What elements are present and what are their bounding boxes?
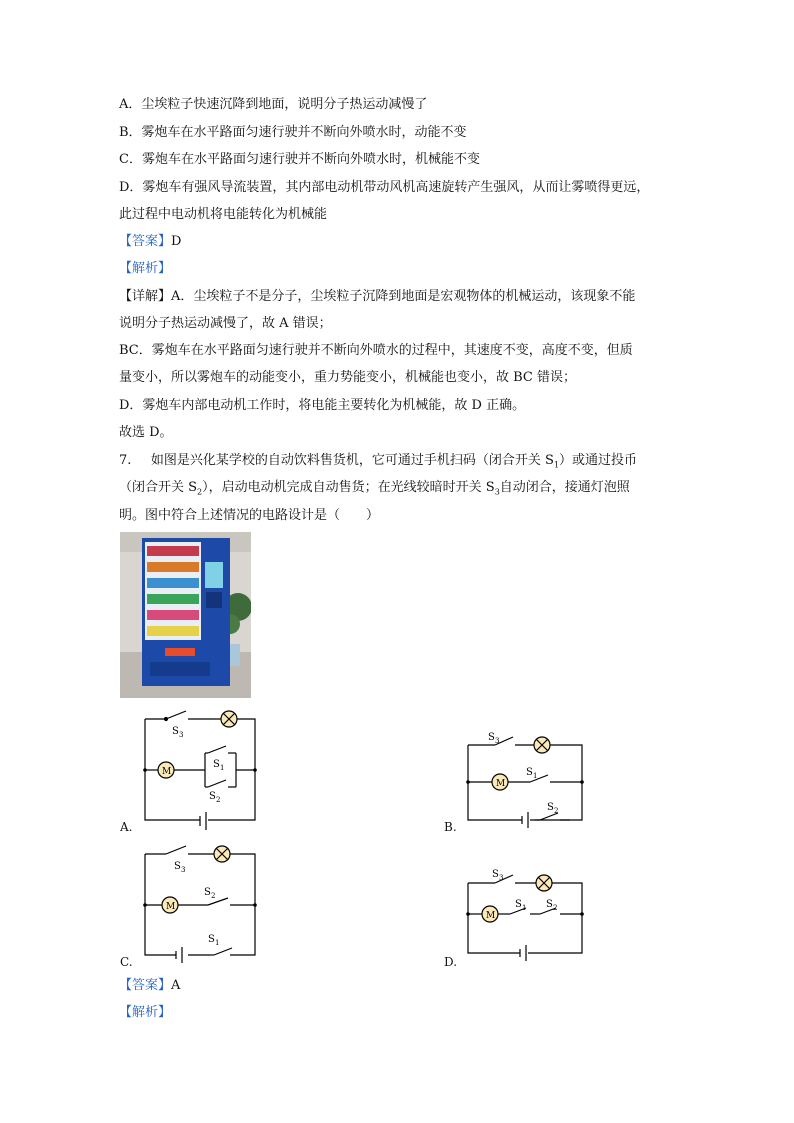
svg-text:S: S [546, 899, 553, 910]
svg-text:1: 1 [522, 904, 527, 912]
svg-text:M: M [496, 779, 506, 789]
motor-label: M [162, 767, 172, 777]
answer-line-1 [119, 234, 181, 250]
detail-line-4: 量变小，所以雾炮车的动能变小，重力势能变小，机械能也变小，故 BC 错误； [119, 370, 577, 385]
detail-line-3: BC．雾炮车在水平路面匀速行驶并不断向外喷水的过程中，其速度不变，高度不变，但质 [119, 343, 633, 358]
svg-text:S: S [209, 791, 216, 802]
answer-line-2 [119, 978, 180, 994]
svg-text:M: M [166, 902, 176, 912]
svg-text:3: 3 [179, 731, 184, 739]
circuit-a-diagram[interactable] [130, 705, 270, 830]
svg-text:S: S [526, 767, 533, 778]
svg-text:2: 2 [553, 904, 558, 912]
svg-text:3: 3 [495, 737, 500, 745]
svg-text:S: S [213, 759, 220, 770]
option-c-label[interactable]: C. [120, 955, 133, 969]
answer-tag: 【答案】 [119, 234, 172, 249]
svg-text:S: S [515, 899, 522, 910]
svg-text:S: S [547, 802, 554, 813]
analysis-line-2 [119, 1005, 171, 1021]
svg-text:2: 2 [211, 892, 216, 900]
svg-text:S: S [208, 934, 215, 945]
option-b-text: B．雾炮车在水平路面匀速行驶并不断向外喷水时，动能不变 [119, 125, 467, 140]
svg-text:S: S [492, 869, 499, 880]
question-7-line-2: （闭合开关 $S_2$），启动电动机完成自动售货；在光线较暗时开关 $S_3$自动闭合，接通灯泡照 [119, 480, 630, 497]
option-a-text: A．尘埃粒子快速沉降到地面，说明分子热运动减慢了 [119, 97, 428, 112]
option-a-label[interactable]: A. [120, 820, 133, 834]
svg-text:1: 1 [220, 764, 225, 772]
option-c-text: C．雾炮车在水平路面匀速行驶并不断向外喷水时，机械能不变 [119, 152, 480, 167]
circuit-d-diagram[interactable] [460, 865, 590, 965]
vending-machine-photo [120, 532, 251, 698]
analysis-tag: 【解析】 [119, 1005, 172, 1020]
detail-line [119, 289, 635, 305]
analysis-line-1 [119, 261, 171, 277]
detail-line-5: D．雾炮车内部电动机工作时，将电能主要转化为机械能，故 D 正确。 [119, 398, 526, 413]
option-b-label[interactable]: B. [444, 820, 457, 834]
svg-text:2: 2 [216, 796, 221, 804]
svg-text:S: S [174, 861, 181, 872]
option-d-text: D．雾炮车有强风导流装置，其内部电动机带动风机高速旋转产生强风，从而让雾喷得更远， [119, 180, 650, 195]
svg-text:3: 3 [181, 866, 186, 874]
svg-text:1: 1 [533, 772, 538, 780]
svg-text:S: S [172, 726, 179, 737]
detail-text: A．尘埃粒子不是分子，尘埃粒子沉降到地面是宏观物体的机械运动，该现象不能 [171, 289, 636, 304]
question-number: 7. [119, 453, 132, 468]
svg-text:M: M [486, 911, 496, 921]
option-d-text-cont: 此过程中电动机将电能转化为机械能 [119, 207, 328, 222]
conclusion-line: 故选 D。 [119, 425, 173, 440]
circuit-c-diagram[interactable] [130, 840, 270, 965]
svg-text:S: S [488, 732, 495, 743]
answer-tag: 【答案】 [119, 978, 172, 993]
question-7-line-1: 7. 如图是兴化某学校的自动饮料售货机，它可通过手机扫码（闭合开关 $S_1$）或通过投币 [119, 453, 638, 470]
circuit-b-diagram[interactable] [460, 730, 590, 830]
detail-line-2: 说明分子热运动减慢了，故 A 错误； [119, 316, 332, 331]
answer-value: A [171, 978, 181, 993]
svg-text:1: 1 [215, 939, 220, 947]
detail-tag: 【详解】 [119, 289, 172, 304]
svg-text:3: 3 [499, 874, 504, 882]
svg-text:S: S [204, 887, 211, 898]
svg-text:2: 2 [554, 807, 559, 815]
analysis-tag: 【解析】 [119, 261, 172, 276]
option-d-label[interactable]: D. [444, 955, 458, 969]
question-7-line-3: 明。图中符合上述情况的电路设计是（ ） [119, 508, 380, 523]
answer-value: D [171, 234, 182, 249]
